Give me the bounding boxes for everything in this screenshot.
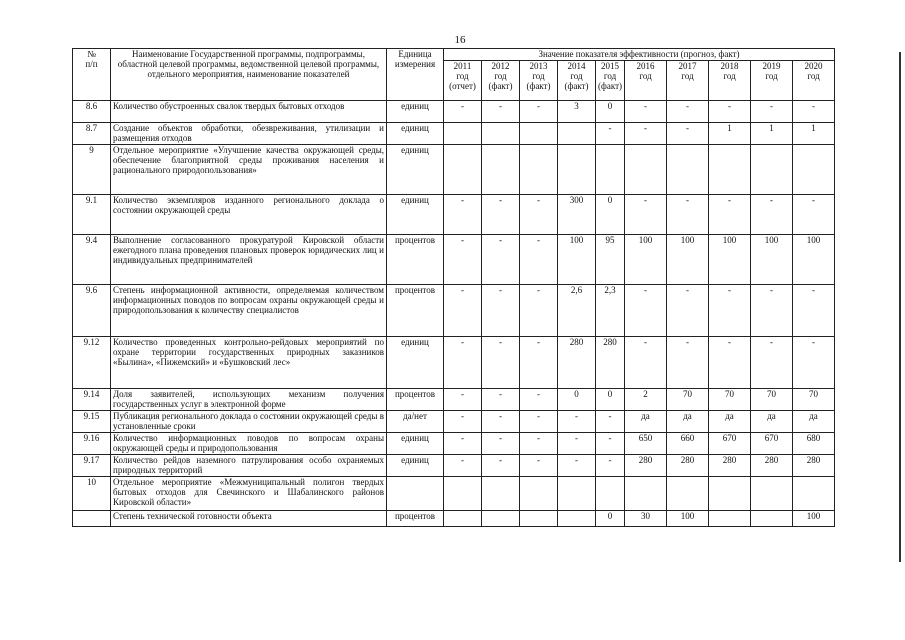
indicator-name: Создание объектов обработки, обезвреживания, утилизации и размещения отходов [111,123,387,145]
header-year-sub: год [603,71,617,81]
value-2013: - [520,411,558,433]
value-2018: 70 [709,389,751,411]
row-number: 9.17 [73,455,111,477]
value-2014: - [558,455,596,477]
value-2017: 70 [667,389,709,411]
header-year-sub: год [570,71,583,81]
row-number: 8.7 [73,123,111,145]
value-2013: - [520,389,558,411]
row-number: 9.16 [73,433,111,455]
indicator-name: Отдельное мероприятие «Межмуниципальный полигон твердых бытовых отходов для Свечинского и Шабалинского районов Кировской области» [111,477,387,511]
row-number: 10 [73,477,111,511]
value-2012: - [482,195,520,235]
value-2016: - [625,101,667,123]
header-year-kind: (факт) [526,81,551,91]
value-2018: 100 [709,235,751,285]
value-2015: 95 [596,235,625,285]
page-number: 16 [454,34,466,46]
header-year-2015 [596,61,625,101]
value-2012 [482,123,520,145]
value-2015: 280 [596,337,625,389]
row-number: 9.12 [73,337,111,389]
value-2017 [667,477,709,511]
unit-of-measure: единиц [387,337,444,389]
value-2016: - [625,123,667,145]
value-2020: 280 [793,455,835,477]
value-2019: да [751,411,793,433]
indicator-name: Количество экземпляров изданного регионального доклада о состоянии окружающей среды [111,195,387,235]
value-2012: - [482,411,520,433]
value-2017: 660 [667,433,709,455]
value-2017: 100 [667,511,709,527]
value-2018 [709,511,751,527]
row-number: 9 [73,145,111,195]
value-2020: - [793,101,835,123]
row-number [73,511,111,527]
value-2015: 0 [596,389,625,411]
value-2015: - [596,411,625,433]
header-year-year: 2016 [636,61,655,71]
header-year-2017 [667,61,709,101]
value-2011: - [444,455,482,477]
table-row [73,235,835,285]
value-2013: - [520,433,558,455]
value-2020: 1 [793,123,835,145]
value-2013: - [520,235,558,285]
value-2014: 280 [558,337,596,389]
value-2012: - [482,235,520,285]
value-2012: - [482,389,520,411]
value-2018: 280 [709,455,751,477]
table-row [73,145,835,195]
header-year-year: 2019 [762,61,781,71]
value-2015: - [596,123,625,145]
value-2019 [751,477,793,511]
header-year-year: 2018 [720,61,739,71]
unit-of-measure: процентов [387,235,444,285]
value-2013 [520,511,558,527]
header-year-year: 2011 [453,61,472,71]
unit-of-measure: единиц [387,123,444,145]
header-year-kind: (отчет) [449,81,476,91]
table-header [73,49,835,101]
value-2019: 100 [751,235,793,285]
row-number: 9.15 [73,411,111,433]
table-row [73,477,835,511]
value-2011 [444,477,482,511]
value-2013: - [520,337,558,389]
value-2020 [793,477,835,511]
unit-of-measure: процентов [387,389,444,411]
value-2015: 0 [596,511,625,527]
value-2014 [558,477,596,511]
value-2012 [482,145,520,195]
value-2011 [444,123,482,145]
table-row [73,123,835,145]
value-2013: - [520,285,558,337]
header-year-2012 [482,61,520,101]
value-2016: 100 [625,235,667,285]
indicator-name: Отдельное мероприятие «Улучшение качества окружающей среды, обеспечение благоприятной среды проживания населения и рационального природопользования» [111,145,387,195]
value-2015: 2,3 [596,285,625,337]
value-2012: - [482,455,520,477]
table-row [73,411,835,433]
header-year-2013 [520,61,558,101]
value-2014 [558,145,596,195]
value-2011: - [444,235,482,285]
value-2020: да [793,411,835,433]
value-2019: - [751,285,793,337]
value-2015: 0 [596,195,625,235]
value-2014: 0 [558,389,596,411]
header-year-2011 [444,61,482,101]
value-2018: - [709,195,751,235]
unit-of-measure: да/нет [387,411,444,433]
table-row [73,101,835,123]
indicator-name: Степень технической готовности объекта [111,511,387,527]
value-2013 [520,123,558,145]
header-year-sub: год [807,71,820,81]
value-2011: - [444,389,482,411]
value-2019: - [751,195,793,235]
header-year-year: 2012 [491,61,510,71]
value-2011: - [444,101,482,123]
value-2017: - [667,285,709,337]
value-2014: 3 [558,101,596,123]
value-2015 [596,477,625,511]
value-2013: - [520,195,558,235]
value-2012: - [482,285,520,337]
unit-of-measure: единиц [387,145,444,195]
header-year-year: 2017 [678,61,697,71]
header-unit: Единица измерения [387,49,444,101]
value-2019: 1 [751,123,793,145]
unit-of-measure: единиц [387,195,444,235]
value-2013: - [520,455,558,477]
value-2018: да [709,411,751,433]
header-year-year: 2015 [601,61,619,71]
value-2011: - [444,195,482,235]
header-year-sub: год [681,71,694,81]
header-year-sub: год [639,71,652,81]
value-2020: - [793,285,835,337]
value-2017 [667,145,709,195]
value-2016 [625,477,667,511]
value-2014: - [558,411,596,433]
value-2011: - [444,411,482,433]
unit-of-measure: единиц [387,455,444,477]
header-year-sub: год [723,71,736,81]
value-2014: 300 [558,195,596,235]
value-2020 [793,145,835,195]
value-2014 [558,123,596,145]
indicators-table [72,48,835,527]
value-2016: 2 [625,389,667,411]
value-2012: - [482,337,520,389]
header-year-sub: год [765,71,778,81]
value-2020: 680 [793,433,835,455]
value-2018: 670 [709,433,751,455]
value-2015: 0 [596,101,625,123]
indicator-name: Степень информационной активности, определяемая количеством информационных поводов по вопросам охраны окружающей среды и природопользования к количеству специалистов [111,285,387,337]
value-2014: 2,6 [558,285,596,337]
indicator-name: Выполнение согласованного прокуратурой Кировской области ежегодного плана проведения плановых проверок юридических лиц и индивидуальных предпринимателей [111,235,387,285]
header-year-sub: год [532,71,545,81]
header-num: № п/п [73,49,111,101]
value-2016: 30 [625,511,667,527]
table-row [73,455,835,477]
header-year-kind: (факт) [564,81,589,91]
value-2012: - [482,433,520,455]
value-2014: - [558,433,596,455]
value-2017: - [667,337,709,389]
row-number: 8.6 [73,101,111,123]
header-year-sub: год [494,71,507,81]
header-year-2018 [709,61,751,101]
header-values-group: Значение показателя эффективности (прогноз, факт) [444,49,835,61]
header-year-2014 [558,61,596,101]
unit-of-measure: процентов [387,285,444,337]
value-2019 [751,145,793,195]
value-2013 [520,477,558,511]
header-year-year: 2014 [567,61,586,71]
indicator-name: Количество проведенных контрольно-рейдовых мероприятий по охране территории государственных природных заказников «Былина», «Пижемский» и «Бушковский лес» [111,337,387,389]
value-2017: да [667,411,709,433]
value-2019: - [751,101,793,123]
value-2018 [709,145,751,195]
value-2011: - [444,285,482,337]
table-row [73,285,835,337]
value-2015: - [596,433,625,455]
value-2013: - [520,101,558,123]
header-year-kind: (факт) [598,81,623,91]
value-2020: 100 [793,235,835,285]
value-2017: - [667,123,709,145]
value-2012 [482,511,520,527]
value-2019: 670 [751,433,793,455]
table-row [73,389,835,411]
table-row [73,433,835,455]
table-row [73,195,835,235]
value-2017: 100 [667,235,709,285]
row-number: 9.4 [73,235,111,285]
value-2015: - [596,455,625,477]
unit-of-measure: единиц [387,101,444,123]
value-2019: 280 [751,455,793,477]
header-year-2019 [751,61,793,101]
value-2017: - [667,101,709,123]
value-2018: 1 [709,123,751,145]
header-name: Наименование Государственной программы, подпрограммы, областной целевой программы, ведомственной целевой программы, отдельного мероприятия, наименование показателей [111,49,387,101]
table-body [73,101,835,527]
header-year-year: 2020 [804,61,823,71]
value-2020: 70 [793,389,835,411]
header-year-2016 [625,61,667,101]
value-2016 [625,145,667,195]
table-row [73,511,835,527]
indicator-name: Количество обустроенных свалок твердых бытовых отходов [111,101,387,123]
value-2016: - [625,195,667,235]
value-2019 [751,511,793,527]
header-year-year: 2013 [529,61,548,71]
value-2011 [444,511,482,527]
value-2017: 280 [667,455,709,477]
value-2019: 70 [751,389,793,411]
value-2013 [520,145,558,195]
header-year-2020 [793,61,835,101]
value-2014 [558,511,596,527]
row-number: 9.1 [73,195,111,235]
value-2016: да [625,411,667,433]
value-2018: - [709,285,751,337]
value-2011: - [444,433,482,455]
indicator-name: Доля заявителей, использующих механизм получения государственных услуг в электронной форме [111,389,387,411]
value-2016: - [625,285,667,337]
value-2016: 650 [625,433,667,455]
value-2018 [709,477,751,511]
indicator-name: Количество рейдов наземного патрулирования особо охраняемых природных территорий [111,455,387,477]
value-2018: - [709,337,751,389]
unit-of-measure: единиц [387,433,444,455]
value-2020: - [793,195,835,235]
unit-of-measure: процентов [387,511,444,527]
value-2018: - [709,101,751,123]
value-2012: - [482,101,520,123]
value-2015 [596,145,625,195]
value-2016: 280 [625,455,667,477]
value-2014: 100 [558,235,596,285]
value-2019: - [751,337,793,389]
header-year-sub: год [456,71,469,81]
table-row [73,337,835,389]
indicator-name: Количество информационных поводов по вопросам охраны окружающей среды и природопользования [111,433,387,455]
scan-edge-mark [899,52,901,562]
value-2012 [482,477,520,511]
value-2011 [444,145,482,195]
unit-of-measure [387,477,444,511]
header-year-kind: (факт) [488,81,513,91]
indicator-name: Публикация регионального доклада о состоянии окружающей среды в установленные сроки [111,411,387,433]
row-number: 9.14 [73,389,111,411]
row-number: 9.6 [73,285,111,337]
value-2020: - [793,337,835,389]
value-2011: - [444,337,482,389]
value-2016: - [625,337,667,389]
value-2020: 100 [793,511,835,527]
value-2017: - [667,195,709,235]
